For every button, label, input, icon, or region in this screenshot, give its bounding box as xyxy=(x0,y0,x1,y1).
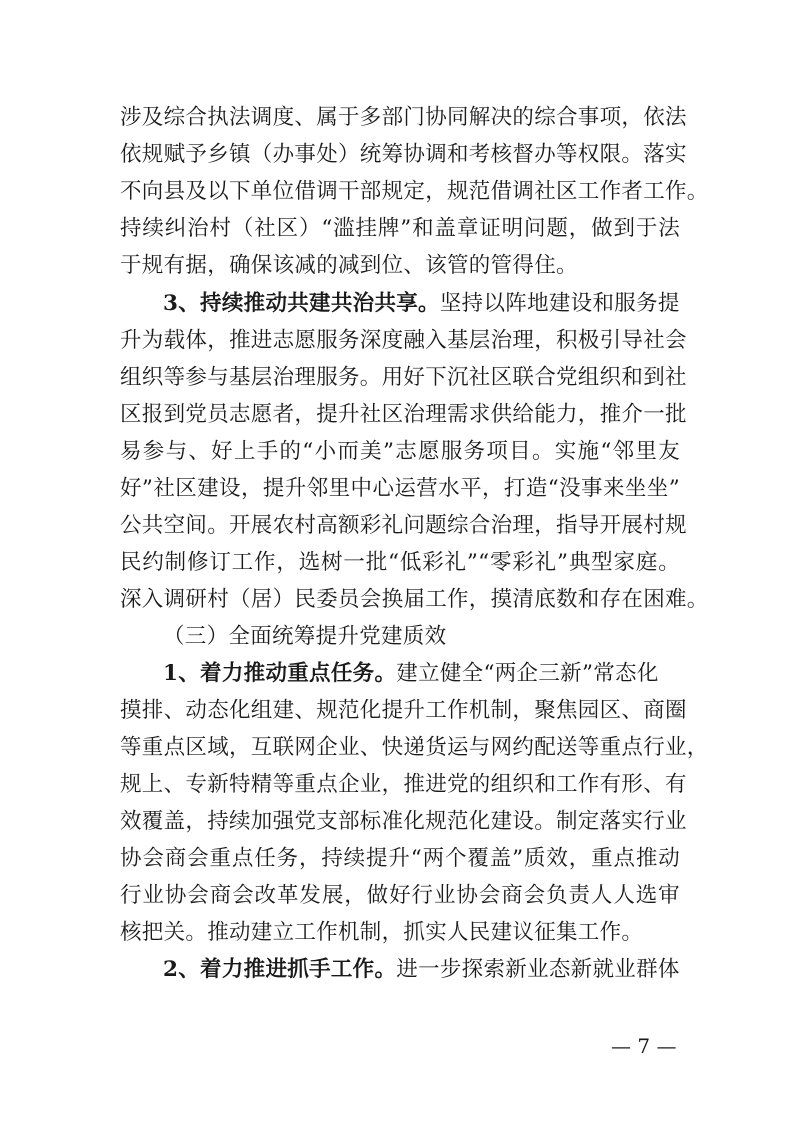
paragraph-line: 持续纠治村（社区）“滥挂牌”和盖章证明问题，做到于法 xyxy=(120,216,680,241)
paragraph-line: 摸排、动态化组建、规范化提升工作机制，聚焦园区、商圈 xyxy=(120,698,687,723)
paragraph-text: 建立健全“两企三新”常态化 xyxy=(396,661,659,686)
subsection-heading: 1、着力推动重点任务。 xyxy=(163,661,397,686)
paragraph-line: 依规赋予乡镇（办事处）统筹协调和考核督办等权限。落实 xyxy=(120,142,687,167)
paragraph-line: 深入调研村（居）民委员会换届工作，摸清底数和存在困难。 xyxy=(120,587,709,612)
subsection-heading: 3、持续推动共建共治共享。 xyxy=(163,291,440,316)
paragraph-text: 坚持以阵地建设和服务提 xyxy=(439,291,680,316)
paragraph-line: 等重点区域，互联网企业、快递货运与网约配送等重点行业， xyxy=(120,735,709,760)
paragraph-line: 核把关。推动建立工作机制，抓实人民建议征集工作。 xyxy=(120,920,644,945)
paragraph-first-line xyxy=(163,955,680,985)
paragraph-text: 进一步探索新业态新就业群体 xyxy=(396,957,680,982)
paragraph-line: 规上、专新特精等重点企业，推进党的组织和工作有形、有 xyxy=(120,772,687,797)
paragraph-line: 易参与、好上手的“小而美”志愿服务项目。实施“邻里友 xyxy=(120,439,680,464)
paragraph-first-line xyxy=(163,659,680,689)
paragraph-line: 涉及综合执法调度、属于多部门协同解决的综合事项，依法 xyxy=(120,105,687,130)
paragraph-line: 好”社区建设，提升邻里中心运营水平，打造“没事来坐坐” xyxy=(120,476,680,501)
paragraph-line: 于规有据，确保该减的减到位、该管的管得住。 xyxy=(120,253,578,278)
paragraph-line: 不向县及以下单位借调干部规定，规范借调社区工作者工作。 xyxy=(120,179,709,204)
paragraph-line: 民约制修订工作，选树一批“低彩礼”“零彩礼”典型家庭。 xyxy=(120,550,680,575)
paragraph-line: 协会商会重点任务，持续提升“两个覆盖”质效，重点推动 xyxy=(120,846,680,871)
paragraph-line: 公共空间。开展农村高额彩礼问题综合治理，指导开展村规 xyxy=(120,513,687,538)
paragraph-line: 区报到党员志愿者，提升社区治理需求供给能力，推介一批 xyxy=(120,402,687,427)
paragraph-line: 行业协会商会改革发展，做好行业协会商会负责人人选审 xyxy=(120,883,680,908)
paragraph-first-line xyxy=(163,289,680,319)
paragraph-line: 组织等参与基层治理服务。用好下沉社区联合党组织和到社 xyxy=(120,365,687,390)
paragraph-line: 效覆盖，持续加强党支部标准化规范化建设。制定落实行业 xyxy=(120,809,687,834)
subsection-heading: 2、着力推进抓手工作。 xyxy=(163,957,397,982)
section-heading: （三）全面统筹提升党建质效 xyxy=(163,624,447,649)
page-number: — 7 — xyxy=(611,1034,677,1058)
paragraph-line: 升为载体，推进志愿服务深度融入基层治理，积极引导社会 xyxy=(120,328,687,353)
